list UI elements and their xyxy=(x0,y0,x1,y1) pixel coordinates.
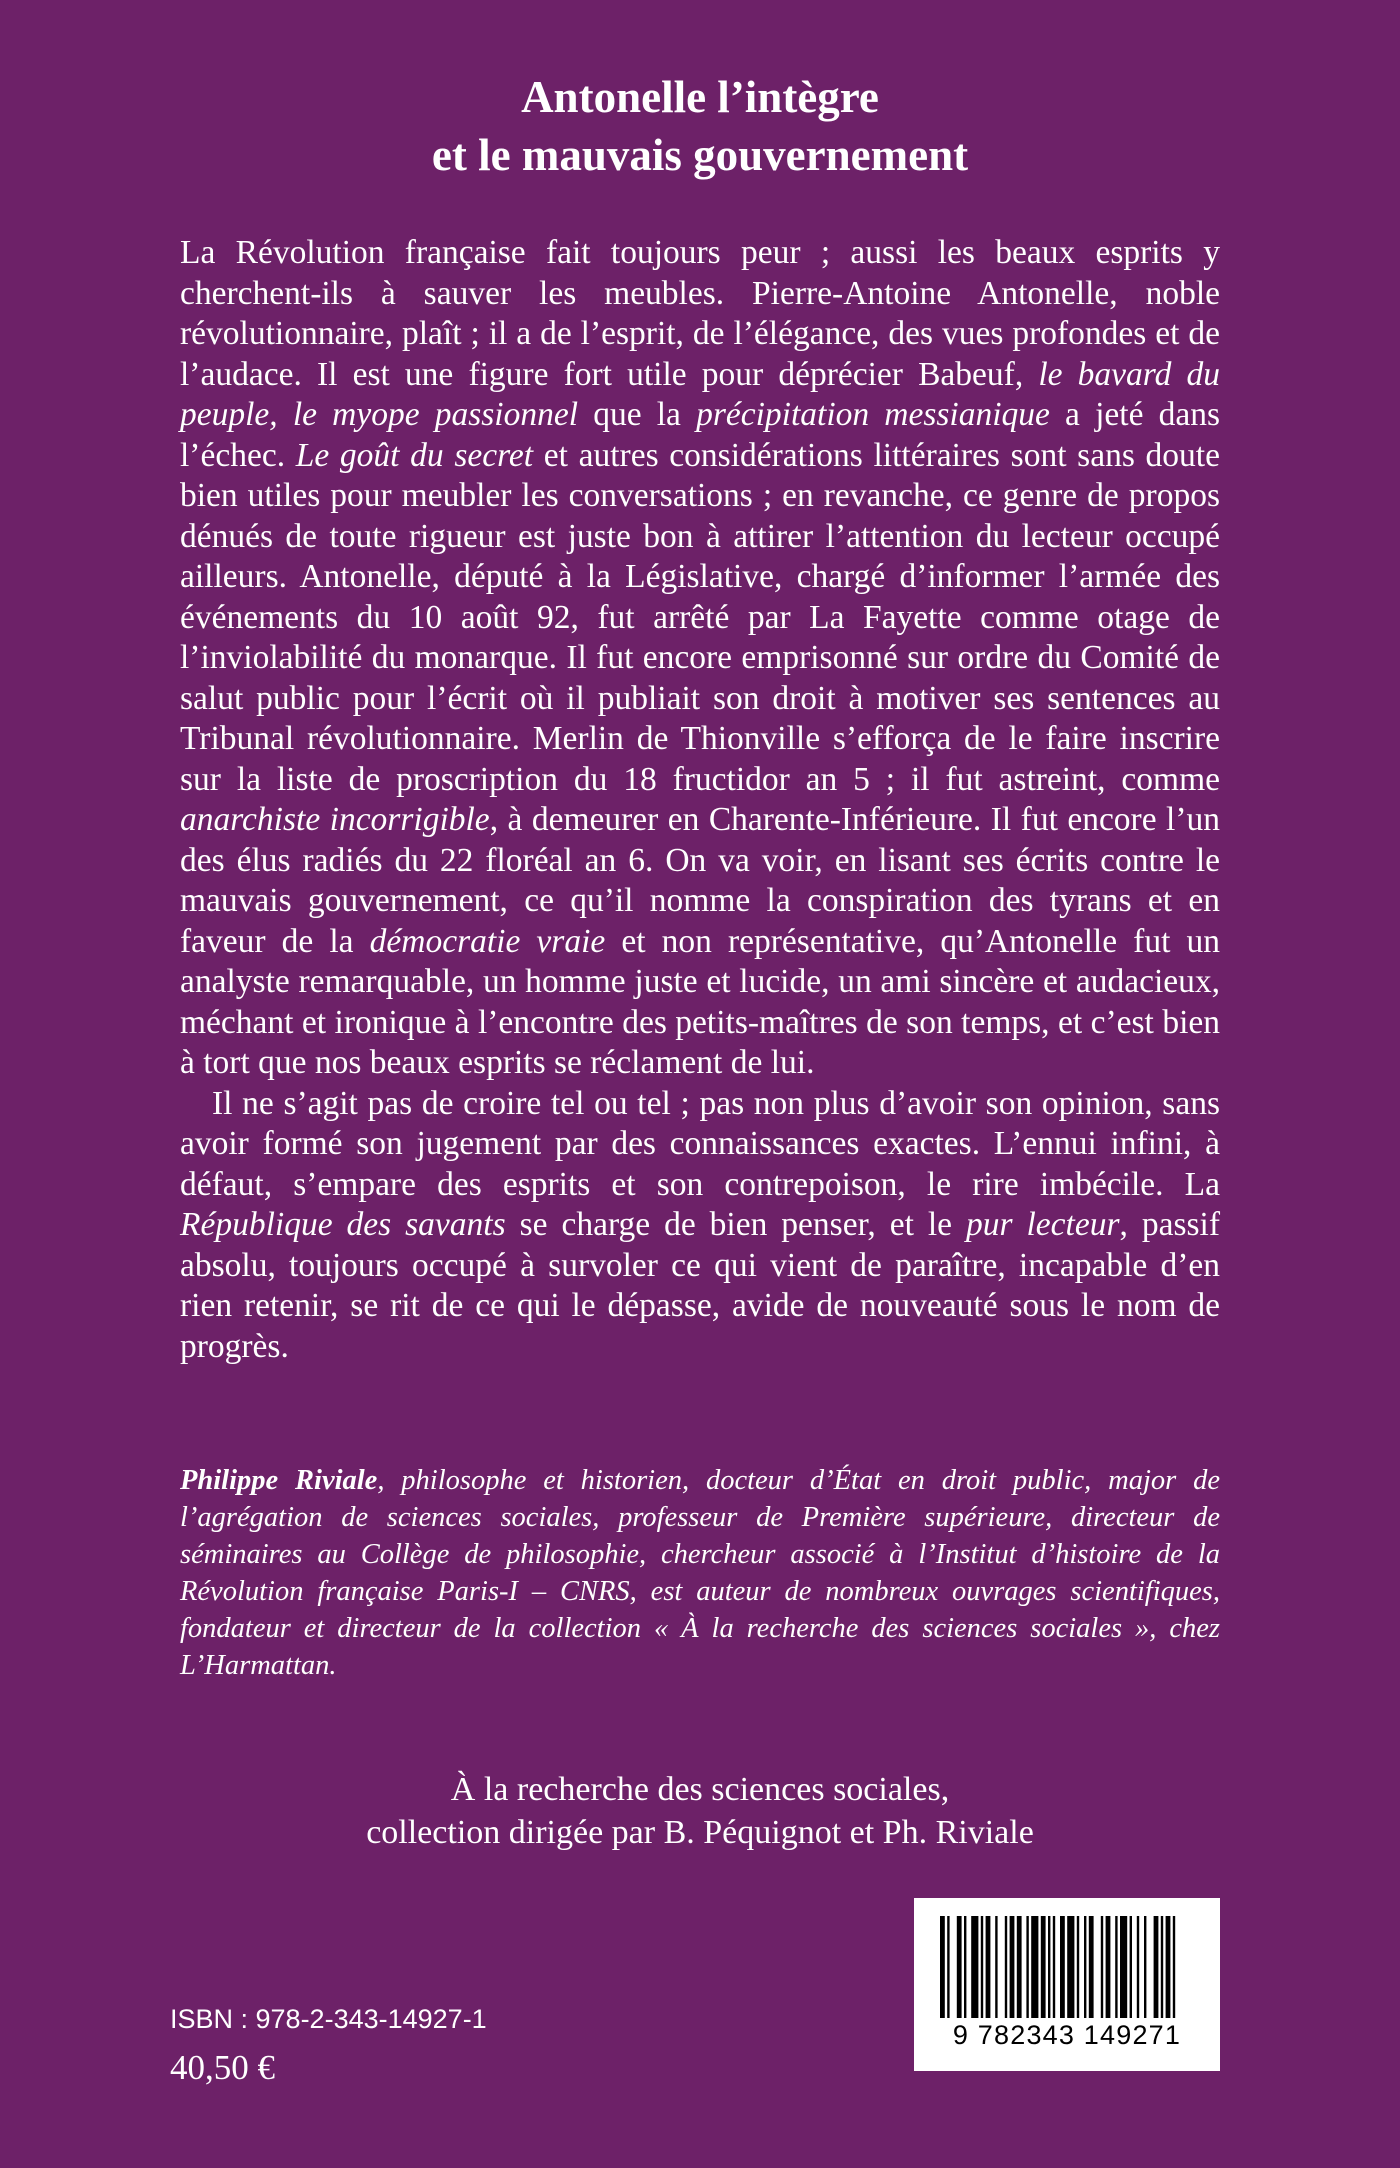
blurb-emphasis: République des savants xyxy=(180,1206,506,1243)
barcode-bar xyxy=(1137,1916,1139,2018)
barcode-bar xyxy=(1031,1916,1038,2018)
barcode-bar xyxy=(1041,1916,1046,2018)
barcode-bar xyxy=(1005,1916,1007,2018)
blurb xyxy=(180,233,1220,1367)
barcode-bar xyxy=(1077,1916,1079,2018)
barcode-bar xyxy=(1120,1916,1127,2018)
barcode-bar xyxy=(1106,1916,1111,2018)
blurb-text: La Révolution française fait toujours peur ; aussi les beaux esprits y cherchent-ils à sauver les meubles. Pierre-Antoine Antonelle, noble révolutionnaire, plaît ; il a de l’esprit, de l’élégance, des vues profondes et de l’audace. Il est une figure fort utile pour déprécier Babeuf, xyxy=(180,234,1220,393)
barcode-bar xyxy=(1161,1916,1163,2018)
blurb-emphasis: démocratie vraie xyxy=(369,922,606,960)
blurb-emphasis: le bavard du peuple, le myope passionnel xyxy=(180,355,1220,433)
barcode-bar xyxy=(940,1916,945,2018)
barcode-bar xyxy=(981,1916,983,2018)
isbn: ISBN : 978-2-343-14927-1 xyxy=(170,2004,487,2034)
barcode-bar xyxy=(1048,1916,1050,2018)
blurb-text: et non représentative, qu’Antonelle fut un analyste remarquable, un homme juste et lucide, un ami sincère et audacieux, méchant et ironique à l’encontre des petits-maîtres de son temps, et c’est bien à tort que nos beaux esprits se réclament de lui. xyxy=(180,922,1220,1081)
barcode-bar xyxy=(1026,1916,1028,2018)
blurb-text: a jeté dans l’échec. xyxy=(180,396,1220,474)
barcode-bar xyxy=(1053,1916,1055,2018)
blurb-emphasis: anarchiste incorrigible xyxy=(180,801,490,838)
price: 40,50 € xyxy=(170,2048,275,2087)
barcode-bar xyxy=(1173,1916,1175,2018)
author-bio-text: , philosophe et historien, docteur d’État en droit public, major de l’agrégation de sciences sociales, professeur de Première supérieure, directeur de séminaires au Collège de philosophie, chercheur associé à l’Institut d’histoire de la Révolution française Paris-I – CNRS, est auteur de nombreux ouvrages scientifiques, fondateur et directeur de la collection « À la recherche des sciences sociales », chez L’Harmattan. xyxy=(180,1465,1220,1681)
barcode xyxy=(914,1898,1220,2071)
barcode-bar xyxy=(1101,1916,1103,2018)
barcode-bar xyxy=(947,1916,949,2018)
barcode-bar xyxy=(1144,1916,1146,2018)
blurb-text: et autres considérations littéraires sont sans doute bien utiles pour meubler les conversations ; en revanche, ce genre de propos dénués de toute rigueur est juste bon à attirer l’attention du lecteur occupé ailleurs. Antonelle, député à la Législative, chargé d’informer l’armée des événements du 10 août 92, fut arrêté par La Fayette comme otage de l’inviolabilité du monarque. Il fut encore emprisonné sur ordre du Comité de salut public pour l’écrit où il publiait son droit à motiver ses sentences au Tribunal révolutionnaire. Merlin de Thionville s’efforça de le faire inscrire sur la liste de proscription du 18 fructidor an 5 ; il fut astreint, comme xyxy=(180,436,1220,798)
barcode-bar xyxy=(1154,1916,1159,2018)
title-line-2: et le mauvais gouvernement xyxy=(431,130,969,180)
blurb-text: Il ne s’agit pas de croire tel ou tel ; pas non plus d’avoir son opinion, sans avoir formé son jugement par des connaissances exactes. L’ennui infini, à défaut, s’empare des esprits et son contrepoison, le rire imbécile. La xyxy=(180,1084,1220,1203)
book-title xyxy=(0,68,1400,184)
barcode-bar xyxy=(1060,1916,1065,2018)
collection-info xyxy=(0,1768,1400,1854)
blurb-paragraph-2 xyxy=(180,1084,1220,1368)
barcode-bar xyxy=(1010,1916,1015,2018)
author-bio xyxy=(180,1462,1220,1684)
barcode-bar xyxy=(1084,1916,1086,2018)
barcode-bar xyxy=(986,1916,991,2018)
blurb-text: que la xyxy=(578,396,697,433)
blurb-text: se charge de bien penser, et le xyxy=(505,1206,966,1243)
blurb-text: , passif absolu, toujours occupé à survoler ce qui vient de paraître, incapable d’en rien retenir, se rit de ce qui le dépasse, avide de nouveauté sous le nom de progrès. xyxy=(180,1206,1220,1365)
barcode-bar xyxy=(1166,1916,1171,2018)
collection-line-2: collection dirigée par B. Péquignot et Ph. Riviale xyxy=(366,1814,1034,1851)
barcode-bar xyxy=(1017,1916,1022,2018)
blurb-text: , à demeurer en Charente-Inférieure. Il fut encore l’un des élus radiés du 22 floréal an 6. On va voir, en lisant ses écrits contre le mauvais gouvernement, ce qu’il nomme la conspiration des tyrans et en faveur de la xyxy=(180,801,1220,960)
barcode-bar xyxy=(971,1916,978,2018)
title-line-1: Antonelle l’intègre xyxy=(521,72,879,122)
blurb-emphasis: pur lecteur xyxy=(965,1206,1120,1243)
blurb-emphasis: précipitation messianique xyxy=(696,396,1050,433)
collection-line-1: À la recherche des sciences sociales, xyxy=(450,1771,950,1808)
barcode-digits: 9 782343 149271 xyxy=(952,2020,1182,2050)
blurb-paragraph-1 xyxy=(180,233,1220,1084)
barcode-bar xyxy=(1067,1916,1074,2018)
barcode-bars xyxy=(934,1916,1200,2018)
barcode-bar xyxy=(964,1916,966,2018)
barcode-bar xyxy=(995,1916,997,2018)
barcode-bar xyxy=(1130,1916,1132,2018)
barcode-bar xyxy=(957,1916,962,2018)
author-name: Philippe Riviale xyxy=(180,1465,378,1496)
barcode-bar xyxy=(1089,1916,1094,2018)
blurb-emphasis: Le goût du secret xyxy=(295,436,534,474)
barcode-bar xyxy=(1115,1916,1117,2018)
